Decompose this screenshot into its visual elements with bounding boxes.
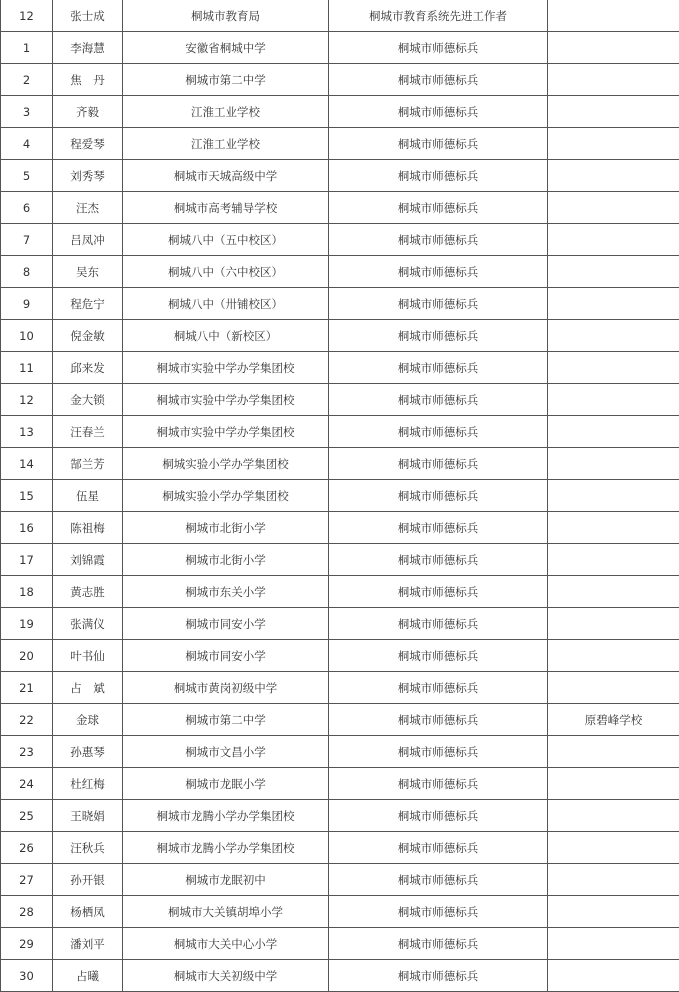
table-row: [1, 160, 679, 192]
cell-number: 28: [1, 896, 53, 928]
cell-honor: 桐城市师德标兵: [329, 256, 548, 288]
cell-name: 程爱琴: [53, 128, 123, 160]
cell-number: 8: [1, 256, 53, 288]
cell-note: [548, 160, 679, 192]
table-row: [1, 64, 679, 96]
cell-number: 1: [1, 32, 53, 64]
cell-name: 孙惠琴: [53, 736, 123, 768]
cell-unit: 桐城市大关中心小学: [123, 928, 329, 960]
cell-number: 18: [1, 576, 53, 608]
cell-note: [548, 896, 679, 928]
cell-name: 金球: [53, 704, 123, 736]
cell-unit: 桐城市东关小学: [123, 576, 329, 608]
cell-name: 张满仪: [53, 608, 123, 640]
table-row: [1, 352, 679, 384]
cell-note: [548, 448, 679, 480]
cell-note: [548, 864, 679, 896]
cell-note: [548, 960, 679, 992]
cell-note: [548, 0, 679, 32]
cell-honor: 桐城市师德标兵: [329, 448, 548, 480]
cell-unit: 桐城市实验中学办学集团校: [123, 416, 329, 448]
table-row: [1, 96, 679, 128]
cell-name: 汪杰: [53, 192, 123, 224]
cell-name: 邱来发: [53, 352, 123, 384]
cell-unit: 桐城市高考辅导学校: [123, 192, 329, 224]
cell-name: 叶书仙: [53, 640, 123, 672]
cell-honor: 桐城市师德标兵: [329, 192, 548, 224]
cell-note: [548, 416, 679, 448]
table-row: [1, 736, 679, 768]
cell-note: [548, 128, 679, 160]
cell-name: 孙开银: [53, 864, 123, 896]
cell-note: [548, 800, 679, 832]
cell-name: 潘刘平: [53, 928, 123, 960]
cell-honor: 桐城市师德标兵: [329, 384, 548, 416]
cell-number: 3: [1, 96, 53, 128]
cell-name: 张士成: [53, 0, 123, 32]
cell-unit: 桐城市龙腾小学办学集团校: [123, 800, 329, 832]
table-row: [1, 512, 679, 544]
table-row: [1, 800, 679, 832]
table-row: [1, 256, 679, 288]
cell-number: 19: [1, 608, 53, 640]
cell-number: 17: [1, 544, 53, 576]
cell-unit: 桐城市同安小学: [123, 608, 329, 640]
cell-number: 15: [1, 480, 53, 512]
cell-unit: 桐城市教育局: [123, 0, 329, 32]
cell-number: 26: [1, 832, 53, 864]
cell-unit: 桐城实验小学办学集团校: [123, 448, 329, 480]
cell-name: 刘秀琴: [53, 160, 123, 192]
cell-note: [548, 288, 679, 320]
table-row: [1, 224, 679, 256]
table-row: [1, 32, 679, 64]
cell-unit: 桐城市第二中学: [123, 64, 329, 96]
cell-number: 21: [1, 672, 53, 704]
cell-unit: 江淮工业学校: [123, 96, 329, 128]
table-row: [1, 384, 679, 416]
cell-note: [548, 512, 679, 544]
cell-unit: 桐城市北街小学: [123, 544, 329, 576]
cell-honor: 桐城市师德标兵: [329, 160, 548, 192]
cell-honor: 桐城市师德标兵: [329, 224, 548, 256]
cell-unit: 桐城八中（卅铺校区）: [123, 288, 329, 320]
cell-number: 12: [1, 0, 53, 32]
cell-name: 刘锦霞: [53, 544, 123, 576]
cell-number: 13: [1, 416, 53, 448]
cell-honor: 桐城市师德标兵: [329, 768, 548, 800]
cell-honor: 桐城市师德标兵: [329, 64, 548, 96]
table-row: [1, 768, 679, 800]
table-row: [1, 896, 679, 928]
cell-honor: 桐城市师德标兵: [329, 736, 548, 768]
cell-unit: 桐城市大关初级中学: [123, 960, 329, 992]
cell-number: 30: [1, 960, 53, 992]
cell-note: [548, 320, 679, 352]
cell-number: 27: [1, 864, 53, 896]
cell-note: [548, 480, 679, 512]
cell-note: [548, 608, 679, 640]
cell-name: 吴东: [53, 256, 123, 288]
cell-unit: 桐城市天城高级中学: [123, 160, 329, 192]
cell-unit: 桐城市第二中学: [123, 704, 329, 736]
table-row: [1, 544, 679, 576]
cell-name: 伍星: [53, 480, 123, 512]
table-row: [1, 0, 679, 32]
cell-name: 汪秋兵: [53, 832, 123, 864]
table-row: [1, 704, 679, 736]
cell-honor: 桐城市师德标兵: [329, 512, 548, 544]
cell-unit: 桐城市实验中学办学集团校: [123, 384, 329, 416]
cell-number: 12: [1, 384, 53, 416]
cell-number: 20: [1, 640, 53, 672]
cell-unit: 安徽省桐城中学: [123, 32, 329, 64]
cell-note: [548, 576, 679, 608]
cell-number: 16: [1, 512, 53, 544]
cell-honor: 桐城市师德标兵: [329, 320, 548, 352]
cell-number: 23: [1, 736, 53, 768]
cell-name: 王晓娟: [53, 800, 123, 832]
cell-note: [548, 64, 679, 96]
cell-honor: 桐城市师德标兵: [329, 704, 548, 736]
table-row: [1, 288, 679, 320]
cell-honor: 桐城市师德标兵: [329, 832, 548, 864]
cell-note: [548, 224, 679, 256]
cell-name: 杜红梅: [53, 768, 123, 800]
cell-honor: 桐城市师德标兵: [329, 544, 548, 576]
table-row: [1, 448, 679, 480]
cell-unit: 桐城八中（六中校区）: [123, 256, 329, 288]
table-row: [1, 416, 679, 448]
cell-number: 29: [1, 928, 53, 960]
table-row: [1, 864, 679, 896]
cell-note: [548, 544, 679, 576]
cell-honor: 桐城市师德标兵: [329, 352, 548, 384]
cell-name: 占曦: [53, 960, 123, 992]
cell-unit: 桐城市龙腾小学办学集团校: [123, 832, 329, 864]
cell-honor: 桐城市师德标兵: [329, 608, 548, 640]
cell-note: 原碧峰学校: [548, 704, 679, 736]
cell-honor: 桐城市师德标兵: [329, 576, 548, 608]
cell-unit: 桐城市文昌小学: [123, 736, 329, 768]
table-row: [1, 128, 679, 160]
cell-name: 齐毅: [53, 96, 123, 128]
cell-unit: 桐城八中（五中校区）: [123, 224, 329, 256]
cell-honor: 桐城市师德标兵: [329, 896, 548, 928]
cell-number: 5: [1, 160, 53, 192]
table-body: [1, 0, 679, 992]
cell-number: 25: [1, 800, 53, 832]
cell-unit: 桐城市大关镇胡埠小学: [123, 896, 329, 928]
cell-unit: 江淮工业学校: [123, 128, 329, 160]
cell-note: [548, 32, 679, 64]
cell-number: 2: [1, 64, 53, 96]
cell-note: [548, 256, 679, 288]
cell-number: 9: [1, 288, 53, 320]
cell-unit: 桐城八中（新校区）: [123, 320, 329, 352]
cell-honor: 桐城市师德标兵: [329, 416, 548, 448]
cell-unit: 桐城市黄岗初级中学: [123, 672, 329, 704]
cell-unit: 桐城实验小学办学集团校: [123, 480, 329, 512]
table-row: [1, 640, 679, 672]
cell-honor: 桐城市师德标兵: [329, 800, 548, 832]
cell-note: [548, 736, 679, 768]
cell-number: 22: [1, 704, 53, 736]
cell-note: [548, 672, 679, 704]
cell-name: 程危宁: [53, 288, 123, 320]
cell-honor: 桐城市师德标兵: [329, 288, 548, 320]
cell-note: [548, 352, 679, 384]
table-row: [1, 576, 679, 608]
cell-note: [548, 768, 679, 800]
cell-honor: 桐城市师德标兵: [329, 96, 548, 128]
cell-name: 汪春兰: [53, 416, 123, 448]
cell-number: 4: [1, 128, 53, 160]
cell-honor: 桐城市师德标兵: [329, 864, 548, 896]
cell-note: [548, 832, 679, 864]
cell-unit: 桐城市实验中学办学集团校: [123, 352, 329, 384]
cell-number: 7: [1, 224, 53, 256]
table-row: [1, 928, 679, 960]
cell-number: 24: [1, 768, 53, 800]
cell-name: 倪金敏: [53, 320, 123, 352]
cell-number: 10: [1, 320, 53, 352]
cell-honor: 桐城市师德标兵: [329, 960, 548, 992]
table-row: [1, 960, 679, 992]
cell-honor: 桐城市师德标兵: [329, 480, 548, 512]
cell-number: 11: [1, 352, 53, 384]
cell-unit: 桐城市龙眠小学: [123, 768, 329, 800]
cell-honor: 桐城市师德标兵: [329, 32, 548, 64]
table-row: [1, 320, 679, 352]
cell-name: 金大锁: [53, 384, 123, 416]
table-row: [1, 608, 679, 640]
cell-note: [548, 384, 679, 416]
cell-honor: 桐城市师德标兵: [329, 672, 548, 704]
cell-name: 李海慧: [53, 32, 123, 64]
cell-note: [548, 192, 679, 224]
cell-note: [548, 96, 679, 128]
cell-note: [548, 928, 679, 960]
cell-name: 占 斌: [53, 672, 123, 704]
cell-name: 杨栖凤: [53, 896, 123, 928]
cell-name: 焦 丹: [53, 64, 123, 96]
cell-name: 黄志胜: [53, 576, 123, 608]
table-row: [1, 672, 679, 704]
cell-honor: 桐城市师德标兵: [329, 128, 548, 160]
cell-honor: 桐城市师德标兵: [329, 640, 548, 672]
cell-name: 吕凤冲: [53, 224, 123, 256]
table-row: [1, 192, 679, 224]
cell-number: 6: [1, 192, 53, 224]
cell-unit: 桐城市北街小学: [123, 512, 329, 544]
cell-honor: 桐城市教育系统先进工作者: [329, 0, 548, 32]
cell-name: 陈祖梅: [53, 512, 123, 544]
cell-unit: 桐城市龙眠初中: [123, 864, 329, 896]
cell-number: 14: [1, 448, 53, 480]
cell-unit: 桐城市同安小学: [123, 640, 329, 672]
table-row: [1, 480, 679, 512]
cell-note: [548, 640, 679, 672]
cell-name: 郜兰芳: [53, 448, 123, 480]
table-row: [1, 832, 679, 864]
cell-honor: 桐城市师德标兵: [329, 928, 548, 960]
